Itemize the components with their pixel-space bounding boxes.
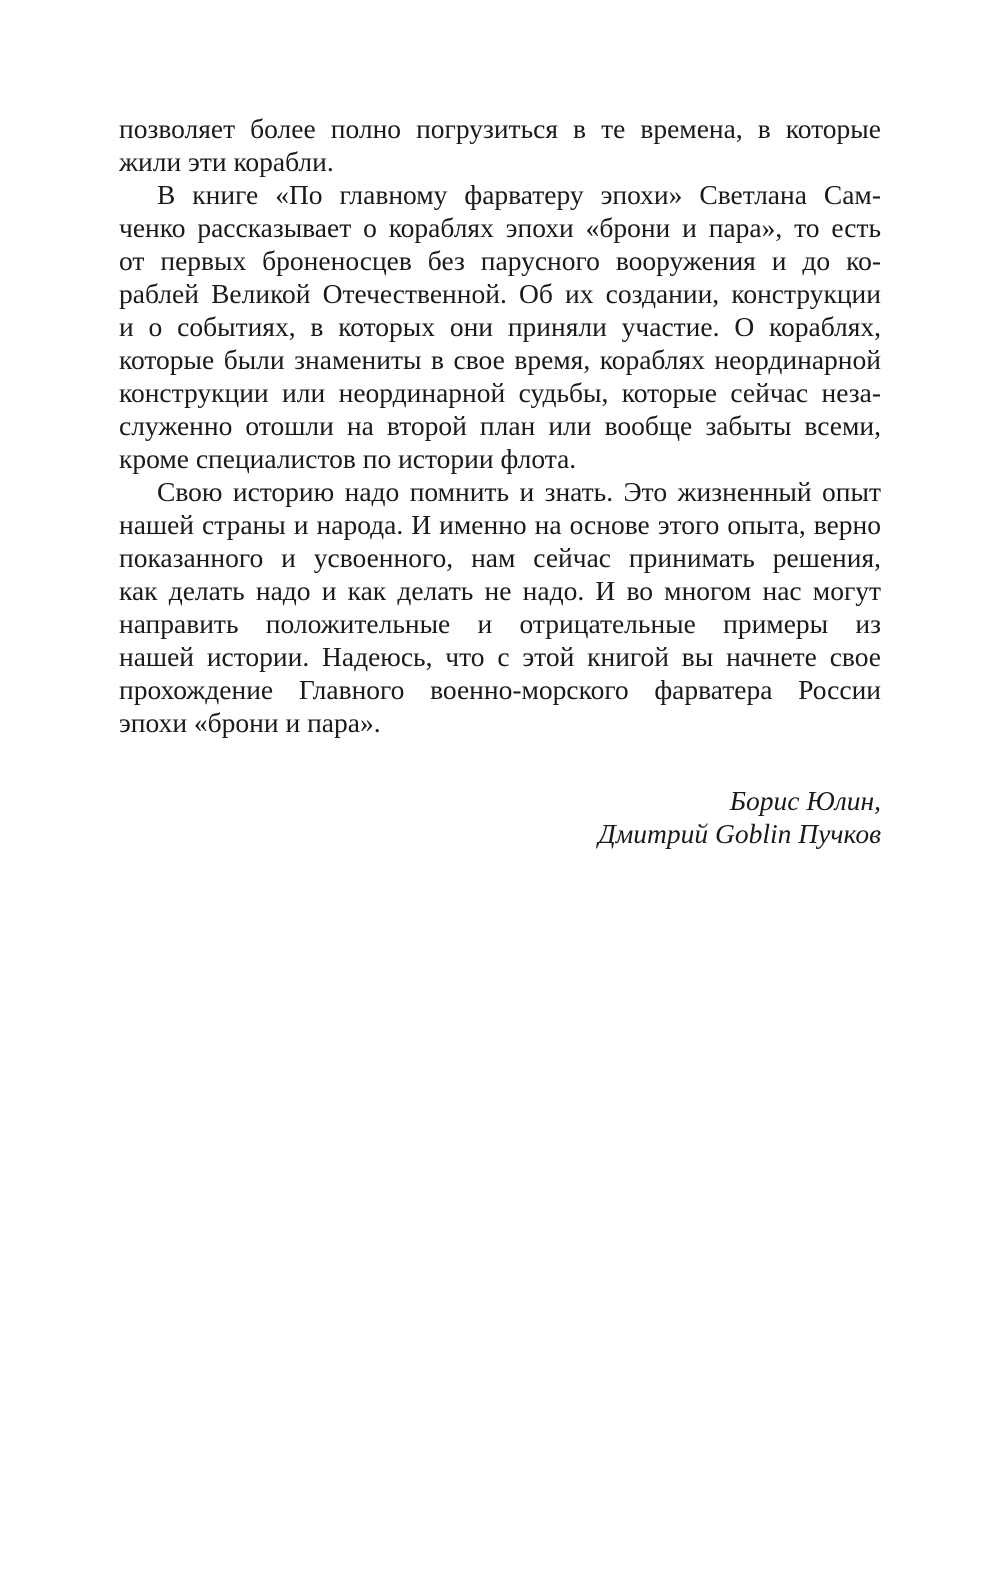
text-line: и о событиях, в которых они приняли участие. О кораблях, bbox=[119, 311, 881, 342]
text-line: которые были знамениты в свое время, кораблях неординарной bbox=[119, 344, 881, 375]
text-line: В книге «По главному фарватеру эпохи» Светлана Сам- bbox=[157, 179, 881, 210]
signature-line-2: Дмитрий Goblin Пучков bbox=[598, 818, 881, 849]
signature-line-1: Борис Юлин, bbox=[729, 785, 881, 816]
text-line: нашей страны и народа. И именно на основе этого опыта, верно bbox=[119, 509, 881, 540]
text-line: служенно отошли на второй план или вообще забыты всеми, bbox=[119, 410, 881, 441]
text-line: прохождение Главного военно-морского фарватера России bbox=[119, 674, 881, 705]
text-line: конструкции или неординарной судьбы, которые сейчас неза- bbox=[119, 377, 881, 408]
paragraph-2 bbox=[119, 178, 881, 475]
text-line: показанного и усвоенного, нам сейчас принимать решения, bbox=[119, 542, 881, 573]
text-line: как делать надо и как делать не надо. И во многом нас могут bbox=[119, 575, 881, 606]
text-line: эпохи «брони и пара». bbox=[119, 707, 381, 738]
page-body bbox=[119, 112, 881, 739]
author-signature bbox=[598, 784, 881, 850]
text-line: позволяет более полно погрузиться в те времена, в которые bbox=[119, 113, 881, 144]
text-line: ченко рассказывает о кораблях эпохи «брони и пара», то есть bbox=[119, 212, 881, 243]
text-line: направить положительные и отрицательные примеры из bbox=[119, 608, 881, 639]
text-line: от первых броненосцев без парусного вооружения и до ко- bbox=[119, 245, 881, 276]
text-line: кроме специалистов по истории флота. bbox=[119, 443, 577, 474]
text-line: раблей Великой Отечественной. Об их создании, конструкции bbox=[119, 278, 881, 309]
text-line: Свою историю надо помнить и знать. Это жизненный опыт bbox=[157, 476, 881, 507]
text-line: нашей истории. Надеюсь, что с этой книгой вы начнете свое bbox=[119, 641, 881, 672]
paragraph-1 bbox=[119, 112, 881, 178]
text-line: жили эти корабли. bbox=[119, 146, 334, 177]
paragraph-3 bbox=[119, 475, 881, 739]
